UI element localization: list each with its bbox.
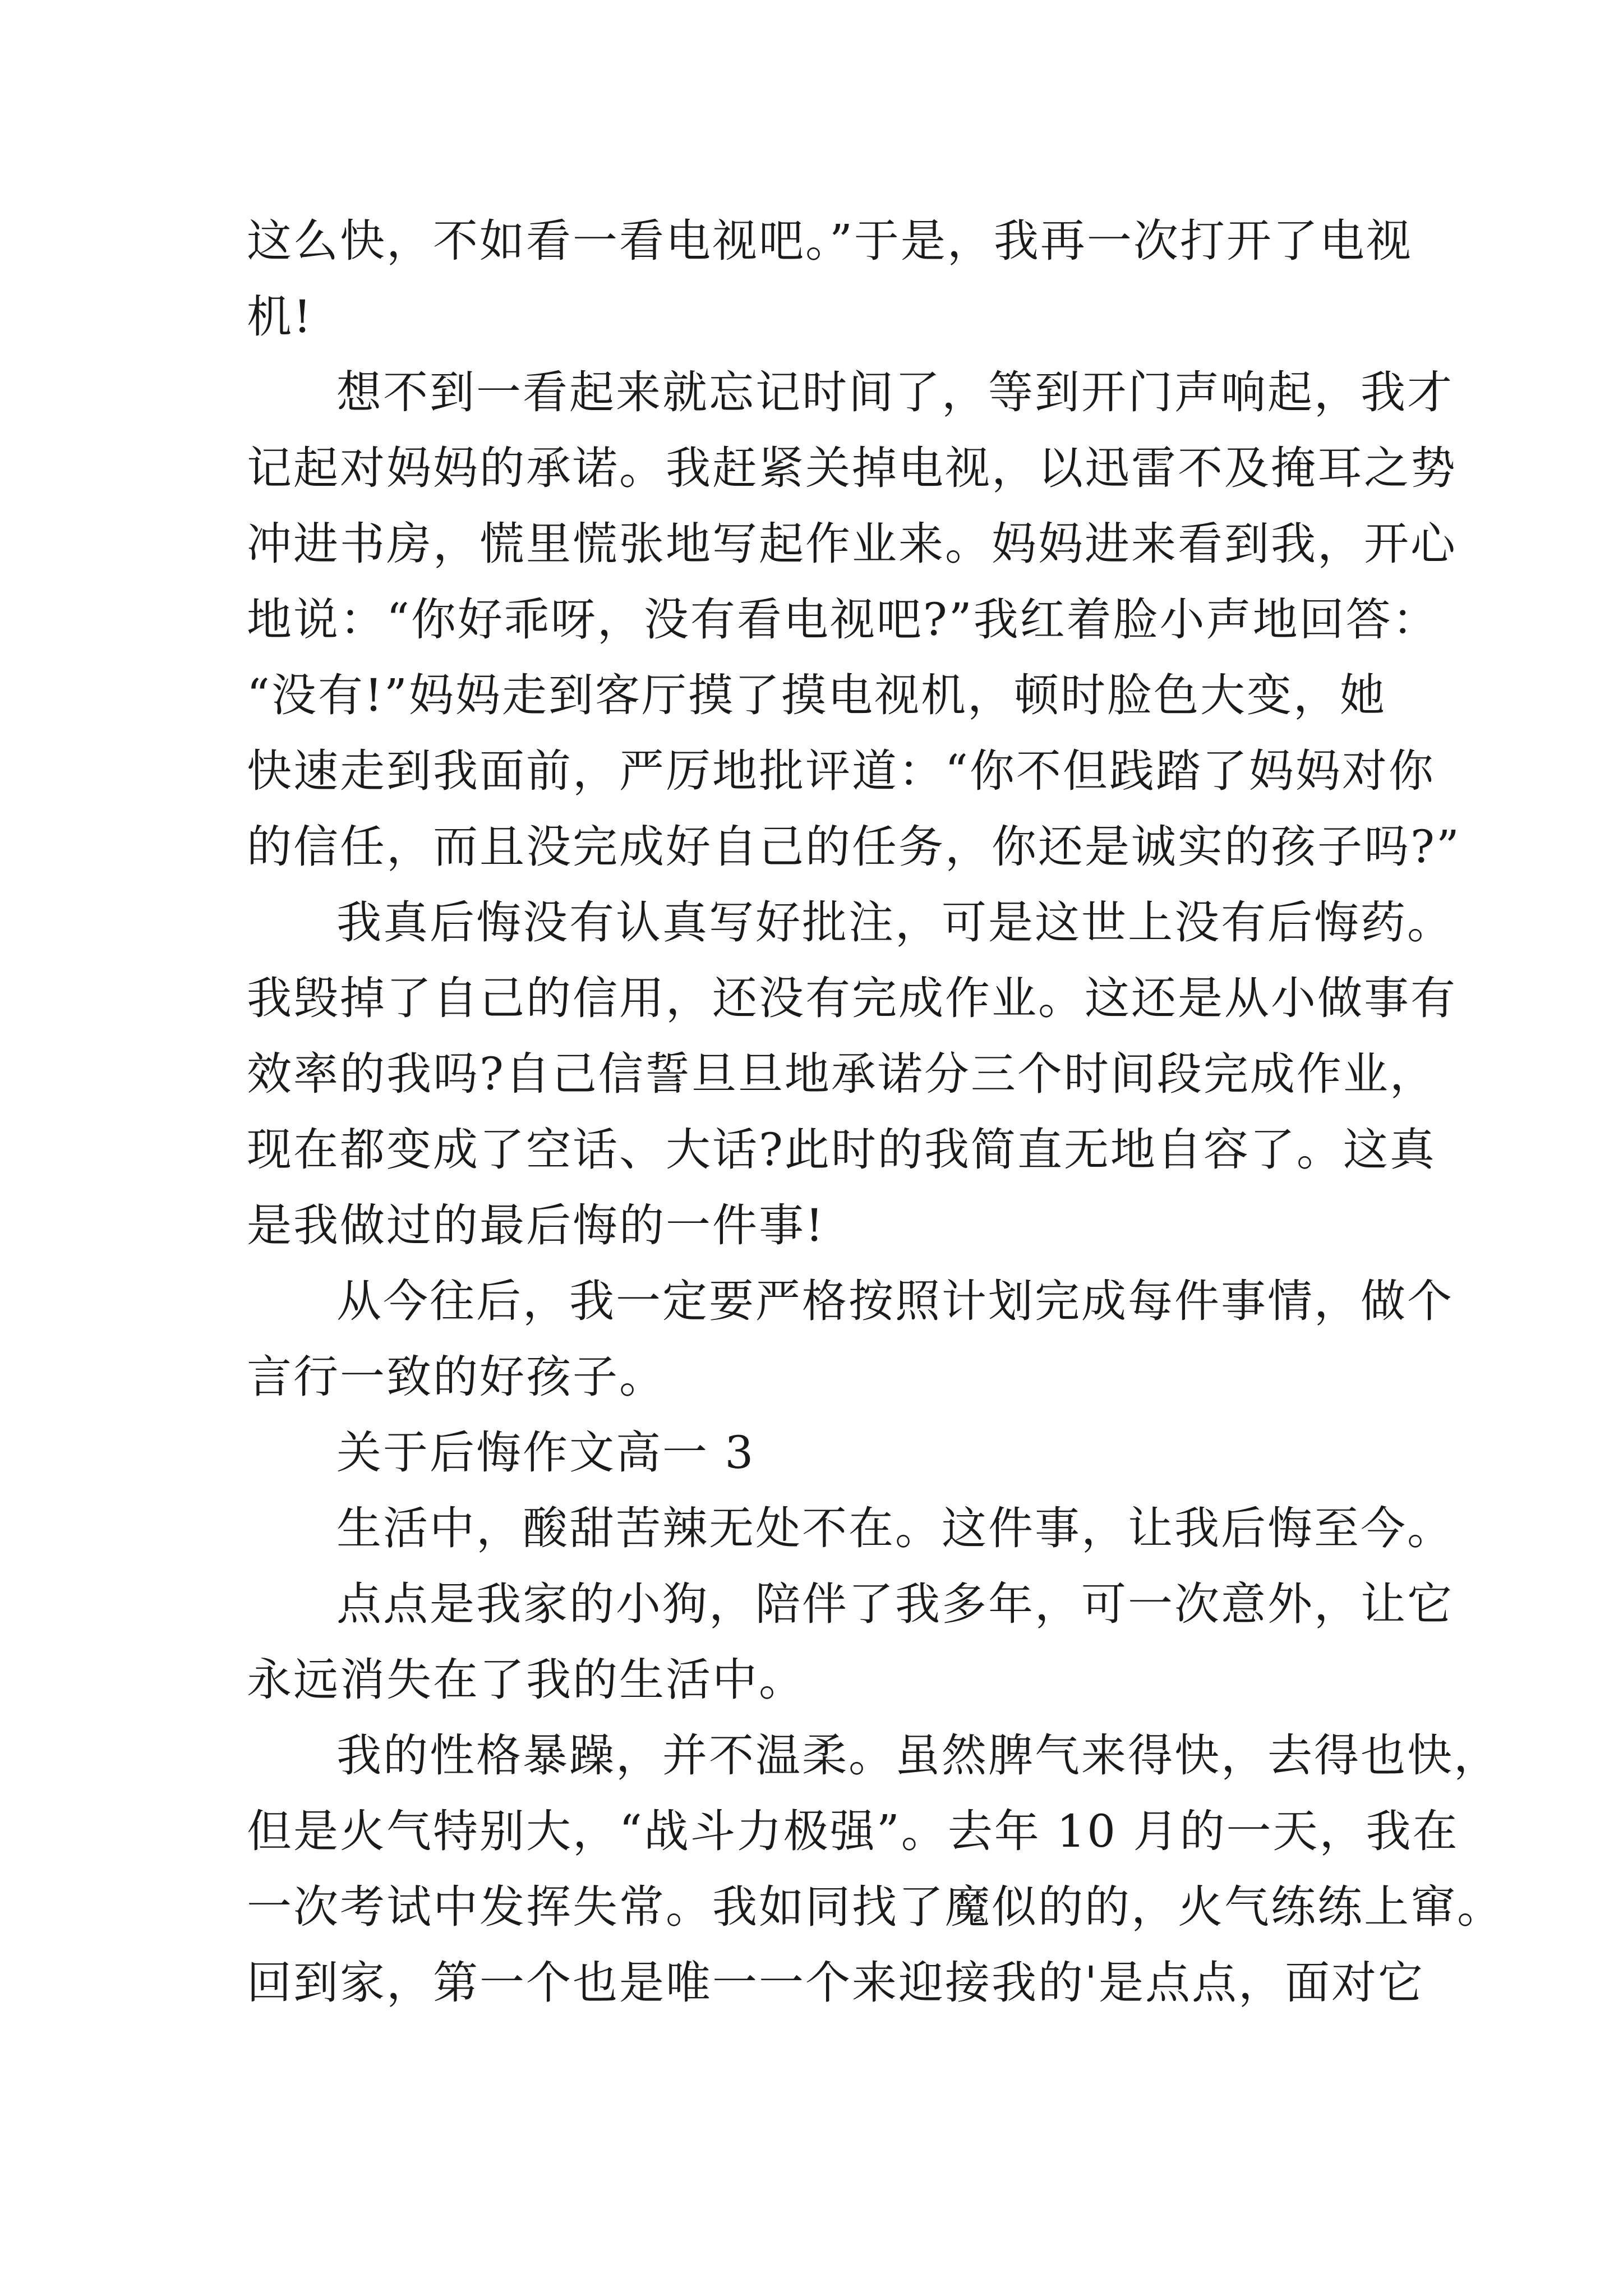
text-line-1: 这么快，不如看一看电视吧。”于是，我再一次打开了电视: [247, 215, 1413, 267]
text-line-14: 是我做过的最后悔的一件事!: [247, 1199, 826, 1251]
text-line-19: 点点是我家的小狗，陪伴了我多年，可一次意外，让它: [336, 1578, 1454, 1630]
text-line-8: 快速走到我面前，严厉地批评道：“你不但践踏了妈妈对你: [247, 745, 1435, 797]
text-line-6: 地说：“你好乖呀，没有看电视吧?”我红着脸小声地回答：: [247, 593, 1439, 646]
text-line-12: 效率的我吗?自己信誓旦旦地承诺分三个时间段完成作业，: [247, 1048, 1436, 1100]
text-line-24: 回到家，第一个也是唯一一个来迎接我的'是点点，面对它: [247, 1957, 1424, 2009]
text-line-16: 言行一致的好孩子。: [247, 1351, 666, 1403]
text-line-13: 现在都变成了空话、大话?此时的我简直无地自容了。这真: [247, 1124, 1436, 1176]
text-line-4: 记起对妈妈的承诺。我赶紧关掉电视，以迅雷不及掩耳之势: [247, 442, 1457, 494]
text-line-20: 永远消失在了我的生活中。: [247, 1654, 805, 1706]
text-line-2: 机!: [247, 291, 313, 343]
text-line-11: 我毁掉了自己的信用，还没有完成作业。这还是从小做事有: [247, 972, 1457, 1024]
text-line-18: 生活中，酸甜苦辣无处不在。这件事，让我后悔至今。: [336, 1502, 1454, 1554]
text-line-7: “没有!”妈妈走到客厅摸了摸电视机，顿时脸色大变，她: [247, 669, 1386, 721]
text-line-22: 但是火气特别大，“战斗力极强”。去年 10 月的一天，我在: [247, 1805, 1459, 1857]
section-heading: 关于后悔作文高一 3: [336, 1427, 755, 1479]
text-line-15: 从今往后，我一定要严格按照计划完成每件事情，做个: [336, 1275, 1454, 1327]
text-line-3: 想不到一看起来就忘记时间了，等到开门声响起，我才: [336, 366, 1454, 418]
text-line-21: 我的性格暴躁，并不温柔。虽然脾气来得快，去得也快，: [336, 1729, 1500, 1782]
text-line-10: 我真后悔没有认真写好批注，可是这世上没有后悔药。: [336, 896, 1454, 949]
text-line-9: 的信任，而且没完成好自己的任务，你还是诚实的孩子吗?”: [247, 821, 1461, 873]
text-line-23: 一次考试中发挥失常。我如同找了魔似的的，火气练练上窜。: [247, 1881, 1504, 1933]
text-line-5: 冲进书房，慌里慌张地写起作业来。妈妈进来看到我，开心: [247, 518, 1457, 570]
